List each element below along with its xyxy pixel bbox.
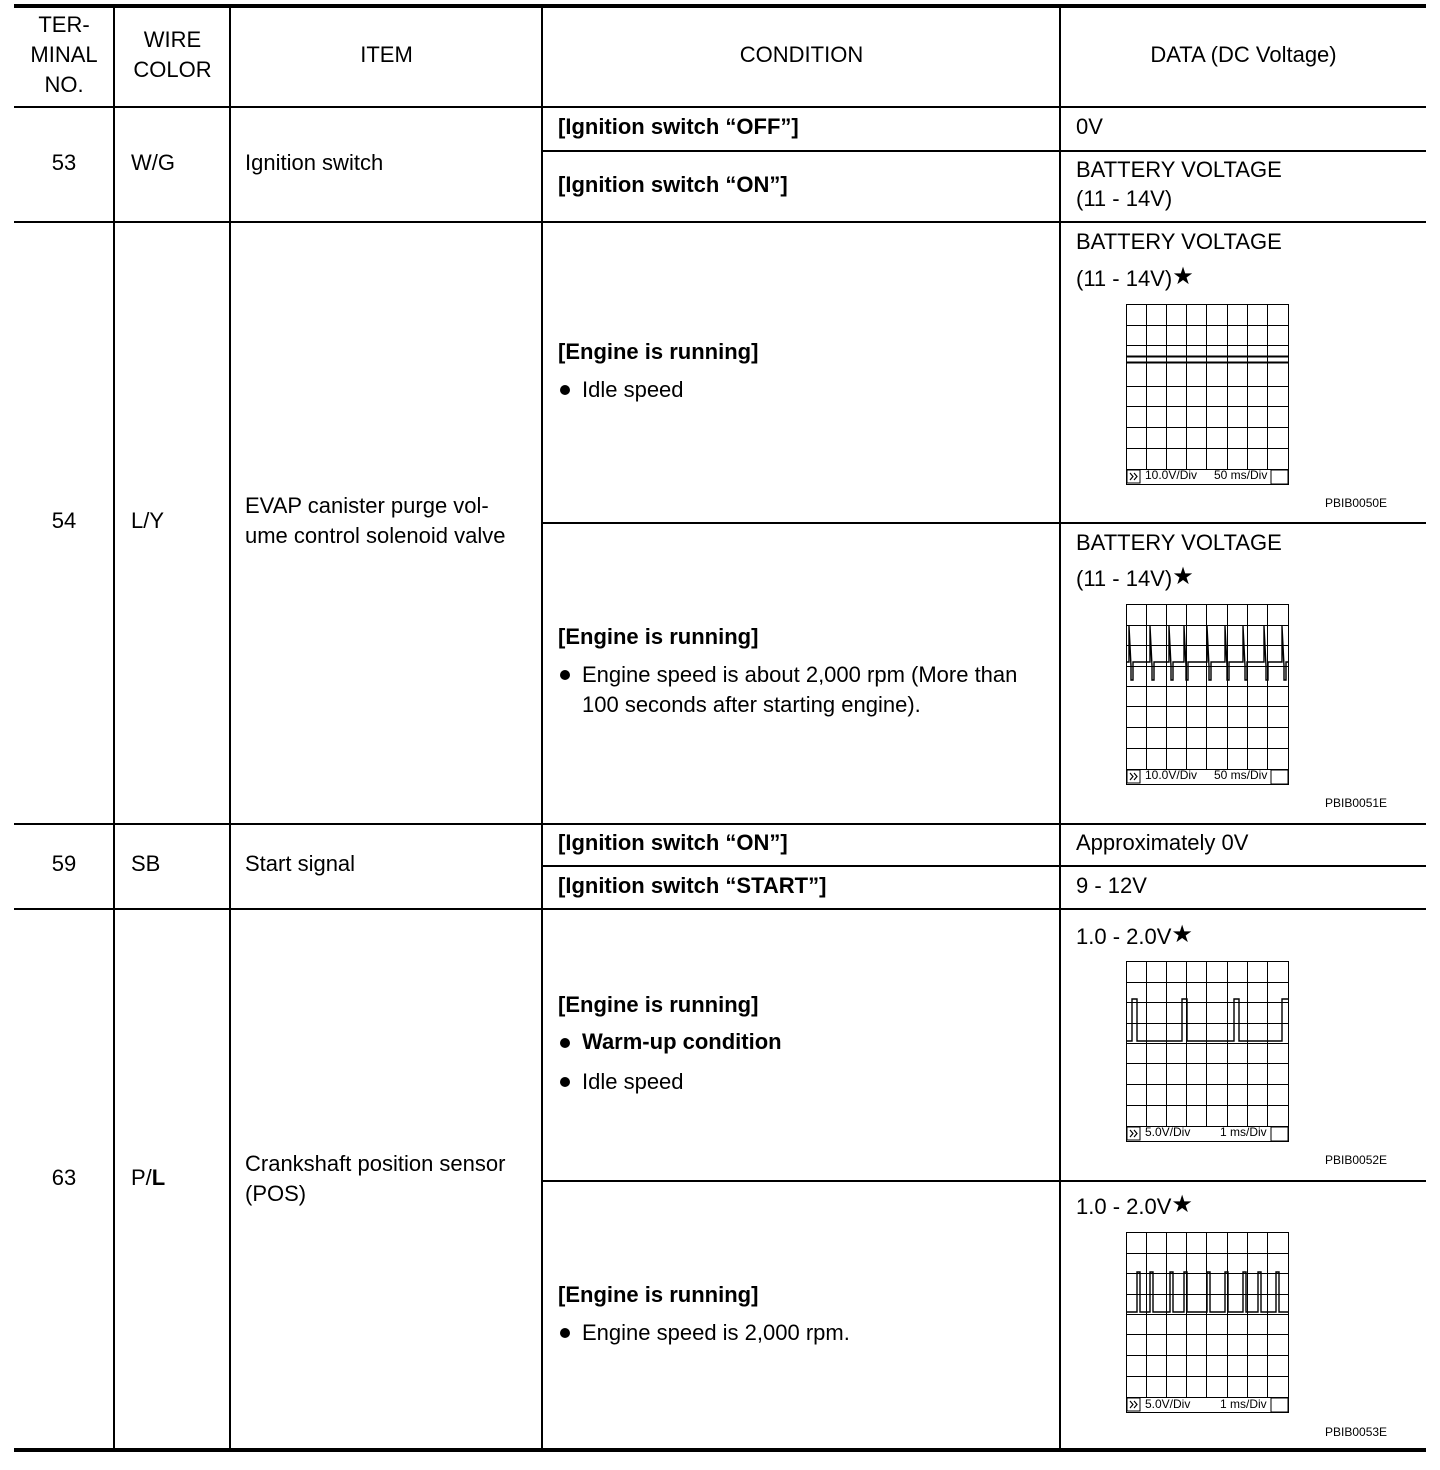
- star-icon: ★: [1171, 1191, 1193, 1218]
- oscilloscope-waveform-63-2000rpm: [1124, 1232, 1292, 1414]
- scope-voltage-scale: 10.0V/Div: [1145, 468, 1198, 482]
- item-54-line2: ume control solenoid valve: [245, 523, 506, 548]
- row-divider: [14, 823, 1426, 825]
- row-divider: [542, 522, 1426, 524]
- data-63-idle: [1076, 922, 1193, 952]
- condition-53-off: [Ignition switch “OFF”]: [558, 114, 799, 139]
- scope-time-scale: 1 ms/Div: [1220, 1125, 1267, 1139]
- data-53-on-line2: (11 - 14V): [1076, 186, 1173, 211]
- header-terminal-line3: NO.: [44, 72, 84, 97]
- data-63-2000rpm: [1076, 1192, 1193, 1222]
- scope-time-scale: 50 ms/Div: [1214, 768, 1268, 782]
- column-divider: [229, 8, 231, 1448]
- star-icon: ★: [1172, 563, 1194, 590]
- terminal-53: 53: [51, 150, 77, 175]
- condition-59-on: [Ignition switch “ON”]: [558, 830, 788, 855]
- oscilloscope-waveform-63-idle: [1124, 961, 1292, 1143]
- figure-code: PBIB0053E: [1325, 1425, 1388, 1439]
- bullet: [560, 1077, 570, 1087]
- header-terminal-line2: MINAL: [30, 42, 98, 67]
- header-wire-line1: WIRE: [143, 27, 202, 52]
- bullet: [560, 385, 570, 395]
- wire-color-63-b: L: [151, 1165, 166, 1190]
- condition-53-on: [Ignition switch “ON”]: [558, 172, 788, 197]
- condition-54-2000rpm: [Engine is running]: [558, 624, 759, 649]
- header-wire-line2: COLOR: [133, 57, 212, 82]
- star-icon: ★: [1172, 263, 1194, 290]
- star-icon: ★: [1171, 921, 1193, 948]
- wire-color-63: [131, 1163, 165, 1193]
- scope-voltage-scale: 10.0V/Div: [1145, 768, 1198, 782]
- bullet: [560, 1328, 570, 1338]
- scope-time-scale: 50 ms/Div: [1214, 468, 1268, 482]
- header-divider: [14, 106, 1426, 108]
- row-divider: [542, 865, 1426, 867]
- voltage-range: (11 - 14V): [1076, 266, 1173, 291]
- bullet: [560, 1038, 570, 1048]
- wire-color-59: SB: [131, 851, 161, 876]
- oscilloscope-waveform-54-idle: [1124, 304, 1292, 486]
- header-item: ITEM: [360, 42, 413, 67]
- terminal-63: 63: [51, 1165, 77, 1190]
- wire-color-53: W/G: [131, 150, 175, 175]
- condition-54-2000rpm-bullet-line1: Engine speed is about 2,000 rpm (More than: [582, 662, 1018, 687]
- condition-54-2000rpm-bullet-line2: 100 seconds after starting engine).: [582, 692, 921, 717]
- figure-code: PBIB0051E: [1325, 796, 1388, 810]
- row-divider: [542, 150, 1426, 152]
- condition-63-idle-bullet2: Idle speed: [582, 1069, 684, 1094]
- condition-54-idle-bullet: Idle speed: [582, 377, 684, 402]
- data-53-off: 0V: [1076, 114, 1103, 139]
- item-54-line1: EVAP canister purge vol-: [245, 493, 489, 518]
- terminal-54: 54: [51, 508, 77, 533]
- condition-63-2000rpm-bullet: Engine speed is 2,000 rpm.: [582, 1320, 850, 1345]
- table-bottom-border: [14, 1448, 1426, 1452]
- scope-time-scale: 1 ms/Div: [1220, 1397, 1267, 1411]
- item-59: Start signal: [245, 851, 356, 876]
- data-59-on: Approximately 0V: [1076, 830, 1249, 855]
- header-data: DATA (DC Voltage): [1150, 42, 1337, 67]
- column-divider: [541, 8, 543, 1448]
- wire-color-63-a: P/: [131, 1165, 152, 1190]
- data-59-start: 9 - 12V: [1076, 873, 1147, 898]
- data-54-idle-line1: BATTERY VOLTAGE: [1076, 229, 1282, 254]
- condition-63-idle-bullet1: Warm-up condition: [582, 1029, 782, 1054]
- item-63-line1: Crankshaft position sensor: [245, 1151, 506, 1176]
- voltage-range: (11 - 14V): [1076, 566, 1173, 591]
- row-divider: [14, 908, 1426, 910]
- bullet: [560, 670, 570, 680]
- scope-voltage-scale: 5.0V/Div: [1145, 1125, 1191, 1139]
- data-53-on-line1: BATTERY VOLTAGE: [1076, 157, 1282, 182]
- header-condition: CONDITION: [739, 42, 864, 67]
- figure-code: PBIB0052E: [1325, 1153, 1388, 1167]
- figure-code: PBIB0050E: [1325, 496, 1388, 510]
- item-53: Ignition switch: [245, 150, 384, 175]
- row-divider: [14, 221, 1426, 223]
- data-54-idle-line2: [1076, 264, 1194, 294]
- condition-63-idle: [Engine is running]: [558, 992, 759, 1017]
- table-top-border: [14, 4, 1426, 8]
- data-54-2000rpm-line1: BATTERY VOLTAGE: [1076, 530, 1282, 555]
- row-divider: [542, 1180, 1426, 1182]
- condition-59-start: [Ignition switch “START”]: [558, 873, 827, 898]
- voltage-range: 1.0 - 2.0V: [1076, 924, 1172, 949]
- scope-voltage-scale: 5.0V/Div: [1145, 1397, 1191, 1411]
- voltage-range: 1.0 - 2.0V: [1076, 1194, 1172, 1219]
- column-divider: [1059, 8, 1061, 1448]
- item-63-line2: (POS): [245, 1181, 307, 1206]
- wire-color-54: L/Y: [131, 508, 165, 533]
- header-terminal-line1: TER-: [38, 12, 90, 37]
- terminal-59: 59: [51, 851, 77, 876]
- condition-63-2000rpm: [Engine is running]: [558, 1282, 759, 1307]
- oscilloscope-waveform-54-2000rpm: [1124, 604, 1292, 786]
- condition-54-idle: [Engine is running]: [558, 339, 759, 364]
- data-54-2000rpm-line2: [1076, 564, 1194, 594]
- column-divider: [113, 8, 115, 1448]
